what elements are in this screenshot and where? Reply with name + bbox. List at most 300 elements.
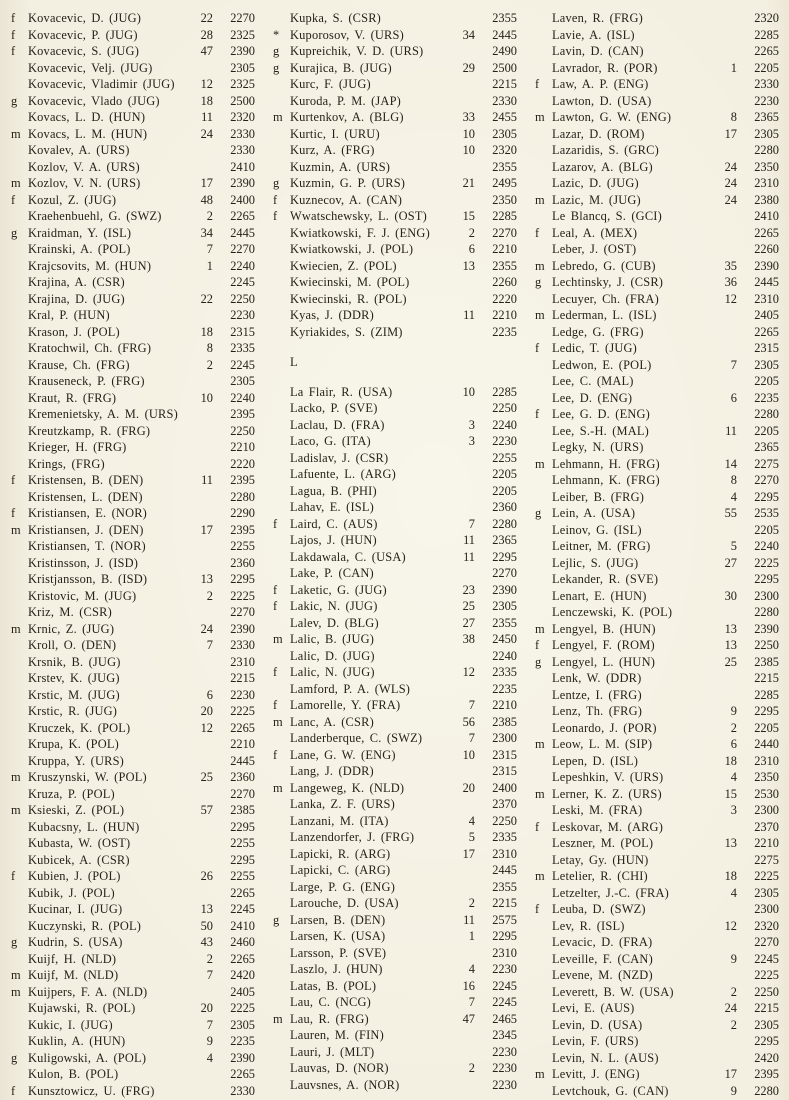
title-prefix: f — [11, 192, 16, 207]
player-name: Kubasta, W. (OST) — [28, 836, 131, 850]
player-name: Ledic, T. (JUG) — [552, 341, 637, 355]
rating-list-row — [268, 1027, 521, 1044]
player-name: Lekander, R. (SVE) — [552, 572, 659, 586]
rating-list-row — [268, 961, 521, 978]
title-prefix: f — [273, 209, 278, 223]
title-prefix: g — [535, 506, 542, 520]
games-count: 6 — [730, 390, 737, 405]
title-prefix: m — [535, 1067, 545, 1081]
rating-column-3 — [530, 10, 783, 1099]
player-name: Lawton, G. W. (ENG) — [552, 110, 672, 124]
title-prefix: m — [535, 869, 545, 883]
games-count: 24 — [724, 192, 737, 207]
elo-rating: 2205 — [754, 522, 779, 537]
elo-rating: 2405 — [230, 984, 255, 999]
games-count: 21 — [462, 176, 475, 190]
elo-rating: 2285 — [492, 384, 517, 399]
elo-rating: 2390 — [230, 44, 255, 58]
elo-rating: 2250 — [754, 638, 779, 652]
title-prefix: f — [273, 582, 278, 597]
player-name: Lauri, J. (MLT) — [290, 1044, 375, 1059]
player-name: Laszlo, J. (HUN) — [290, 962, 383, 976]
elo-rating: 2215 — [754, 671, 779, 685]
player-name: Krstic, M. (JUG) — [28, 687, 120, 702]
player-name: Lajos, J. (HUN) — [290, 533, 377, 547]
elo-rating: 2315 — [492, 764, 517, 778]
elo-rating: 2240 — [230, 390, 255, 405]
rating-list-row — [6, 505, 259, 522]
rating-list-row — [268, 829, 521, 846]
player-name: Kwiecien, Z. (POL) — [290, 258, 397, 273]
elo-rating: 2315 — [230, 324, 255, 339]
rating-list-row — [268, 516, 521, 533]
games-count: 2 — [206, 209, 213, 223]
games-count: 57 — [200, 803, 213, 817]
elo-rating: 2410 — [230, 159, 255, 174]
title-prefix: f — [273, 665, 278, 679]
rating-list-row — [530, 522, 783, 539]
elo-rating: 2500 — [492, 60, 517, 75]
elo-rating: 2250 — [230, 291, 255, 306]
elo-rating: 2280 — [754, 143, 779, 157]
elo-rating: 2275 — [754, 852, 779, 867]
rating-list-row — [530, 93, 783, 110]
rating-list-row — [530, 241, 783, 258]
player-name: Kristensen, L. (DEN) — [28, 489, 143, 504]
player-name: Lederman, L. (ISL) — [552, 308, 657, 322]
games-count: 24 — [200, 126, 213, 141]
rating-list-row — [530, 340, 783, 357]
player-name: Levin, D. (USA) — [552, 1017, 643, 1032]
elo-rating: 2245 — [230, 902, 255, 916]
elo-rating: 2240 — [754, 539, 779, 553]
games-count: 48 — [200, 192, 213, 207]
player-name: Krstic, R. (JUG) — [28, 704, 118, 718]
player-name: Krsnik, B. (JUG) — [28, 654, 121, 669]
elo-rating: 2445 — [492, 27, 517, 42]
elo-rating: 2330 — [230, 638, 255, 652]
games-count: 20 — [200, 704, 213, 718]
player-name: Levene, M. (NZD) — [552, 968, 653, 982]
elo-rating: 2320 — [754, 918, 779, 933]
elo-rating: 2385 — [754, 654, 779, 669]
elo-rating: 2280 — [230, 489, 255, 504]
elo-rating: 2280 — [492, 516, 517, 531]
rating-list-row — [6, 885, 259, 902]
elo-rating: 2295 — [492, 549, 517, 564]
player-name: Kuroda, P. M. (JAP) — [290, 93, 401, 108]
rating-list-row — [6, 324, 259, 341]
games-count: 1 — [730, 60, 737, 75]
games-count: 17 — [724, 126, 737, 141]
rating-list-row — [6, 555, 259, 572]
rating-list-row — [6, 868, 259, 885]
games-count: 12 — [200, 77, 213, 91]
elo-rating: 2390 — [230, 176, 255, 190]
rating-list-row — [6, 406, 259, 423]
elo-rating: 2390 — [230, 1050, 255, 1065]
player-name: Krason, J. (POL) — [28, 324, 120, 339]
elo-rating: 2365 — [754, 440, 779, 454]
player-name: Leuba, D. (SWZ) — [552, 902, 646, 916]
player-name: Lein, A. (USA) — [552, 506, 636, 520]
elo-rating: 2265 — [754, 44, 779, 58]
elo-rating: 2405 — [754, 308, 779, 322]
elo-rating: 2500 — [230, 93, 255, 108]
elo-rating: 2275 — [754, 456, 779, 471]
player-name: Lavie, A. (ISL) — [552, 27, 635, 42]
elo-rating: 2225 — [230, 588, 255, 603]
elo-rating: 2230 — [230, 308, 255, 322]
games-count: 26 — [200, 869, 213, 883]
player-name: Lanzendorfer, J. (FRG) — [290, 830, 415, 844]
rating-list-row — [268, 10, 521, 27]
elo-rating: 2255 — [230, 836, 255, 850]
elo-rating: 2310 — [754, 291, 779, 306]
rating-list-row — [530, 769, 783, 786]
rating-list-row — [6, 571, 259, 588]
player-name: Krauseneck, P. (FRG) — [28, 374, 145, 388]
title-prefix: m — [535, 258, 545, 273]
rating-list-row — [268, 208, 521, 225]
elo-rating: 2205 — [754, 60, 779, 75]
rating-list-row — [530, 571, 783, 588]
elo-rating: 2365 — [492, 533, 517, 547]
elo-rating: 2535 — [754, 506, 779, 520]
rating-list-row — [268, 76, 521, 93]
elo-rating: 2335 — [492, 830, 517, 844]
rating-list-row — [6, 489, 259, 506]
title-prefix: m — [273, 1011, 283, 1026]
player-name: Lalic, B. (JUG) — [290, 632, 375, 646]
player-name: Krajcsovits, M. (HUN) — [28, 258, 152, 273]
elo-rating: 2225 — [754, 968, 779, 982]
elo-rating: 2440 — [754, 737, 779, 751]
rating-list-row — [530, 753, 783, 770]
title-prefix: m — [535, 192, 545, 207]
elo-rating: 2395 — [230, 407, 255, 421]
rating-list-row — [530, 736, 783, 753]
games-count: 13 — [724, 836, 737, 850]
elo-rating: 2295 — [754, 704, 779, 718]
elo-rating: 2390 — [230, 621, 255, 636]
player-name: Lee, S.-H. (MAL) — [552, 423, 650, 438]
rating-list-row — [268, 846, 521, 863]
games-count: 15 — [724, 786, 737, 801]
player-name: Lanzani, M. (ITA) — [290, 813, 389, 828]
elo-rating: 2300 — [754, 588, 779, 603]
elo-rating: 2305 — [754, 1017, 779, 1032]
elo-rating: 2265 — [230, 1067, 255, 1081]
title-prefix: m — [273, 780, 283, 795]
title-prefix: f — [11, 869, 16, 883]
rating-list-row — [268, 763, 521, 780]
rating-list-row — [530, 703, 783, 720]
rating-list-row — [6, 621, 259, 638]
elo-rating: 2265 — [754, 225, 779, 240]
rating-list-row — [268, 714, 521, 731]
rating-list-row — [530, 208, 783, 225]
rating-list-row — [6, 720, 259, 737]
player-name: Kuzmin, A. (URS) — [290, 159, 391, 174]
rating-list-row — [6, 192, 259, 209]
games-count: 3 — [730, 803, 737, 817]
elo-rating: 2410 — [230, 918, 255, 933]
player-name: Lakdawala, C. (USA) — [290, 549, 406, 564]
rating-list-row — [6, 142, 259, 159]
rating-list-row — [530, 1083, 783, 1100]
elo-rating: 2355 — [492, 879, 517, 894]
rating-list-row — [530, 654, 783, 671]
elo-rating: 2400 — [230, 192, 255, 207]
rating-list-row — [268, 1060, 521, 1077]
games-count: 11 — [463, 912, 475, 927]
player-name: Lengyel, B. (HUN) — [552, 621, 656, 636]
player-name: Lee, G. D. (ENG) — [552, 407, 650, 421]
elo-rating: 2305 — [230, 1017, 255, 1032]
rating-list-row — [6, 258, 259, 275]
player-name: Kovalev, A. (URS) — [28, 143, 130, 157]
elo-rating: 2280 — [754, 605, 779, 619]
rating-list-row — [268, 400, 521, 417]
rating-list-row — [6, 604, 259, 621]
player-name: Levi, E. (AUS) — [552, 1001, 635, 1015]
player-name: Kwiatkowski, J. (POL) — [290, 242, 414, 256]
games-count: 7 — [730, 357, 737, 372]
title-prefix: f — [11, 506, 16, 520]
games-count: 7 — [206, 638, 213, 652]
player-name: Leinov, G. (ISL) — [552, 522, 642, 537]
player-name: Kuczynski, R. (POL) — [28, 918, 142, 933]
elo-rating: 2270 — [492, 225, 517, 240]
rating-list-row — [530, 291, 783, 308]
title-prefix: m — [535, 110, 545, 124]
games-count: 25 — [724, 654, 737, 669]
player-name: Kreutzkamp, R. (FRG) — [28, 423, 151, 438]
rating-list-row — [6, 126, 259, 143]
elo-rating: 2255 — [492, 450, 517, 465]
elo-rating: 2235 — [492, 681, 517, 696]
rating-list-row — [268, 895, 521, 912]
player-name: Lakic, N. (JUG) — [290, 599, 378, 613]
games-count: 12 — [724, 291, 737, 306]
games-count: 20 — [200, 1001, 213, 1015]
player-name: Kurajica, B. (JUG) — [290, 60, 392, 75]
games-count: 18 — [724, 869, 737, 883]
rating-list-row — [268, 417, 521, 434]
elo-rating: 2215 — [230, 671, 255, 685]
player-name: Kruszynski, W. (POL) — [28, 770, 147, 784]
games-count: 2 — [468, 896, 475, 910]
elo-rating: 2255 — [230, 539, 255, 553]
elo-rating: 2240 — [230, 258, 255, 273]
player-name: Lau, C. (NCG) — [290, 995, 371, 1009]
elo-rating: 2230 — [230, 687, 255, 702]
games-count: 13 — [200, 572, 213, 586]
elo-rating: 2265 — [230, 720, 255, 735]
rating-list-row — [6, 225, 259, 242]
player-name: Kraehenbuehl, G. (SWZ) — [28, 209, 162, 223]
player-name: Lanka, Z. F. (URS) — [290, 797, 395, 811]
elo-rating: 2260 — [754, 242, 779, 256]
rating-list-row — [268, 1011, 521, 1028]
player-name: Lauvas, D. (NOR) — [290, 1061, 389, 1075]
elo-rating: 2370 — [492, 797, 517, 811]
player-name: Kristjansson, B. (ISD) — [28, 572, 148, 586]
title-prefix: f — [535, 341, 540, 355]
player-name: Kupka, S. (CSR) — [290, 11, 381, 25]
player-name: Ksieski, Z. (POL) — [28, 803, 125, 817]
games-count: 24 — [724, 176, 737, 190]
rating-list-row — [6, 1050, 259, 1067]
elo-rating: 2250 — [492, 401, 517, 415]
title-prefix: m — [11, 803, 21, 817]
title-prefix: m — [11, 126, 21, 141]
rating-list-row — [268, 43, 521, 60]
games-count: 6 — [468, 242, 475, 256]
player-name: Kral, P. (HUN) — [28, 308, 110, 322]
elo-rating: 2390 — [492, 582, 517, 597]
games-count: 24 — [724, 159, 737, 174]
elo-rating: 2295 — [492, 929, 517, 943]
player-name: Lazarov, A. (BLG) — [552, 159, 653, 174]
player-name: Lalic, N. (JUG) — [290, 665, 375, 679]
player-name: Kovacs, L. M. (HUN) — [28, 126, 148, 141]
elo-rating: 2280 — [754, 1083, 779, 1098]
player-name: Lazar, D. (ROM) — [552, 126, 645, 141]
rating-column-2 — [268, 10, 521, 1099]
rating-list-row — [6, 967, 259, 984]
player-name: Kraidman, Y. (ISL) — [28, 225, 132, 240]
elo-rating: 2210 — [230, 737, 255, 751]
player-name: Lechtinsky, J. (CSR) — [552, 275, 664, 289]
games-count: 14 — [724, 456, 737, 471]
rating-list-row — [530, 159, 783, 176]
player-name: Leow, L. M. (SIP) — [552, 737, 653, 751]
rating-list-row — [6, 27, 259, 44]
player-name: Kujawski, R. (POL) — [28, 1001, 136, 1015]
rating-list-row — [268, 664, 521, 681]
elo-rating: 2225 — [230, 704, 255, 718]
elo-rating: 2305 — [492, 599, 517, 613]
rating-list-row — [6, 175, 259, 192]
rating-list-row — [6, 703, 259, 720]
player-name: Kruppa, Y. (URS) — [28, 753, 124, 768]
elo-rating: 2245 — [754, 951, 779, 966]
rating-list-row — [6, 159, 259, 176]
title-prefix: m — [11, 770, 21, 784]
games-count: 22 — [200, 11, 213, 25]
player-name: Langeweg, K. (NLD) — [290, 780, 405, 795]
player-name: Krstev, K. (JUG) — [28, 671, 120, 685]
player-name: Kudrin, S. (USA) — [28, 935, 123, 949]
player-name: Leitner, M. (FRG) — [552, 539, 651, 553]
player-name: Lafuente, L. (ARG) — [290, 467, 396, 481]
player-name: Kristensen, B. (DEN) — [28, 473, 144, 487]
title-prefix: f — [535, 407, 540, 421]
elo-rating: 2445 — [230, 753, 255, 768]
player-name: Lau, R. (FRG) — [290, 1011, 369, 1026]
elo-rating: 2210 — [492, 242, 517, 256]
rating-list-row — [530, 885, 783, 902]
player-name: Kuklin, A. (HUN) — [28, 1034, 126, 1048]
player-name: Lavin, D. (CAN) — [552, 44, 644, 58]
elo-rating: 2410 — [754, 209, 779, 223]
rating-list-row — [530, 258, 783, 275]
rating-list-row — [268, 60, 521, 77]
elo-rating: 2265 — [230, 209, 255, 223]
player-name: Kovacevic, S. (JUG) — [28, 44, 140, 58]
rating-list-row — [6, 835, 259, 852]
title-prefix: m — [273, 714, 283, 729]
rating-list-row — [530, 423, 783, 440]
games-count: 27 — [462, 615, 475, 630]
rating-list-row — [268, 549, 521, 566]
rating-list-row — [530, 720, 783, 737]
games-count: 43 — [200, 935, 213, 949]
title-prefix: m — [535, 308, 545, 322]
player-name: Kozlov, V. N. (URS) — [28, 176, 141, 190]
player-name: Kwiatkowski, F. J. (ENG) — [290, 225, 430, 240]
player-name: Kovacs, L. D. (HUN) — [28, 110, 146, 124]
elo-rating: 2210 — [230, 440, 255, 454]
rating-list-row — [530, 786, 783, 803]
player-name: Laco, G. (ITA) — [290, 434, 371, 448]
player-name: Lake, P. (CAN) — [290, 566, 374, 580]
rating-list-row — [530, 802, 783, 819]
player-name: Kovacevic, P. (JUG) — [28, 27, 138, 42]
rating-list-row — [6, 670, 259, 687]
title-prefix: m — [273, 632, 283, 646]
games-count: 6 — [206, 687, 213, 702]
player-name: Kuporosov, V. (URS) — [290, 27, 404, 42]
games-count: 56 — [462, 714, 475, 729]
elo-rating: 2465 — [492, 1011, 517, 1026]
elo-rating: 2445 — [492, 863, 517, 877]
player-name: Legky, N. (URS) — [552, 440, 644, 454]
rating-list-row — [268, 324, 521, 341]
elo-rating: 2355 — [492, 159, 517, 174]
player-name: Kuijf, M. (NLD) — [28, 968, 119, 982]
rating-list-row — [6, 1017, 259, 1034]
rating-list-row — [530, 1017, 783, 1034]
rating-list-row — [268, 192, 521, 209]
title-prefix: g — [273, 60, 280, 75]
games-count: 29 — [462, 60, 475, 75]
rating-list-row — [6, 43, 259, 60]
games-count: 13 — [200, 902, 213, 916]
player-name: Kruczek, K. (POL) — [28, 720, 131, 735]
games-count: 50 — [200, 918, 213, 933]
games-count: 2 — [730, 1017, 737, 1032]
games-count: 10 — [462, 126, 475, 141]
rating-list-row — [268, 615, 521, 632]
elo-rating: 2280 — [754, 407, 779, 421]
player-name: Kurtenkov, A. (BLG) — [290, 110, 404, 124]
rating-list-row — [268, 928, 521, 945]
elo-rating: 2295 — [230, 819, 255, 834]
elo-rating: 2215 — [492, 77, 517, 91]
games-count: 10 — [200, 390, 213, 405]
elo-rating: 2205 — [492, 483, 517, 498]
player-name: Larsson, P. (SVE) — [290, 945, 387, 960]
elo-rating: 2270 — [492, 566, 517, 580]
title-prefix: g — [273, 176, 280, 190]
player-name: Levtchouk, G. (CAN) — [552, 1083, 669, 1098]
elo-rating: 2575 — [492, 912, 517, 927]
title-prefix: f — [273, 698, 278, 712]
rating-list-row — [268, 648, 521, 665]
